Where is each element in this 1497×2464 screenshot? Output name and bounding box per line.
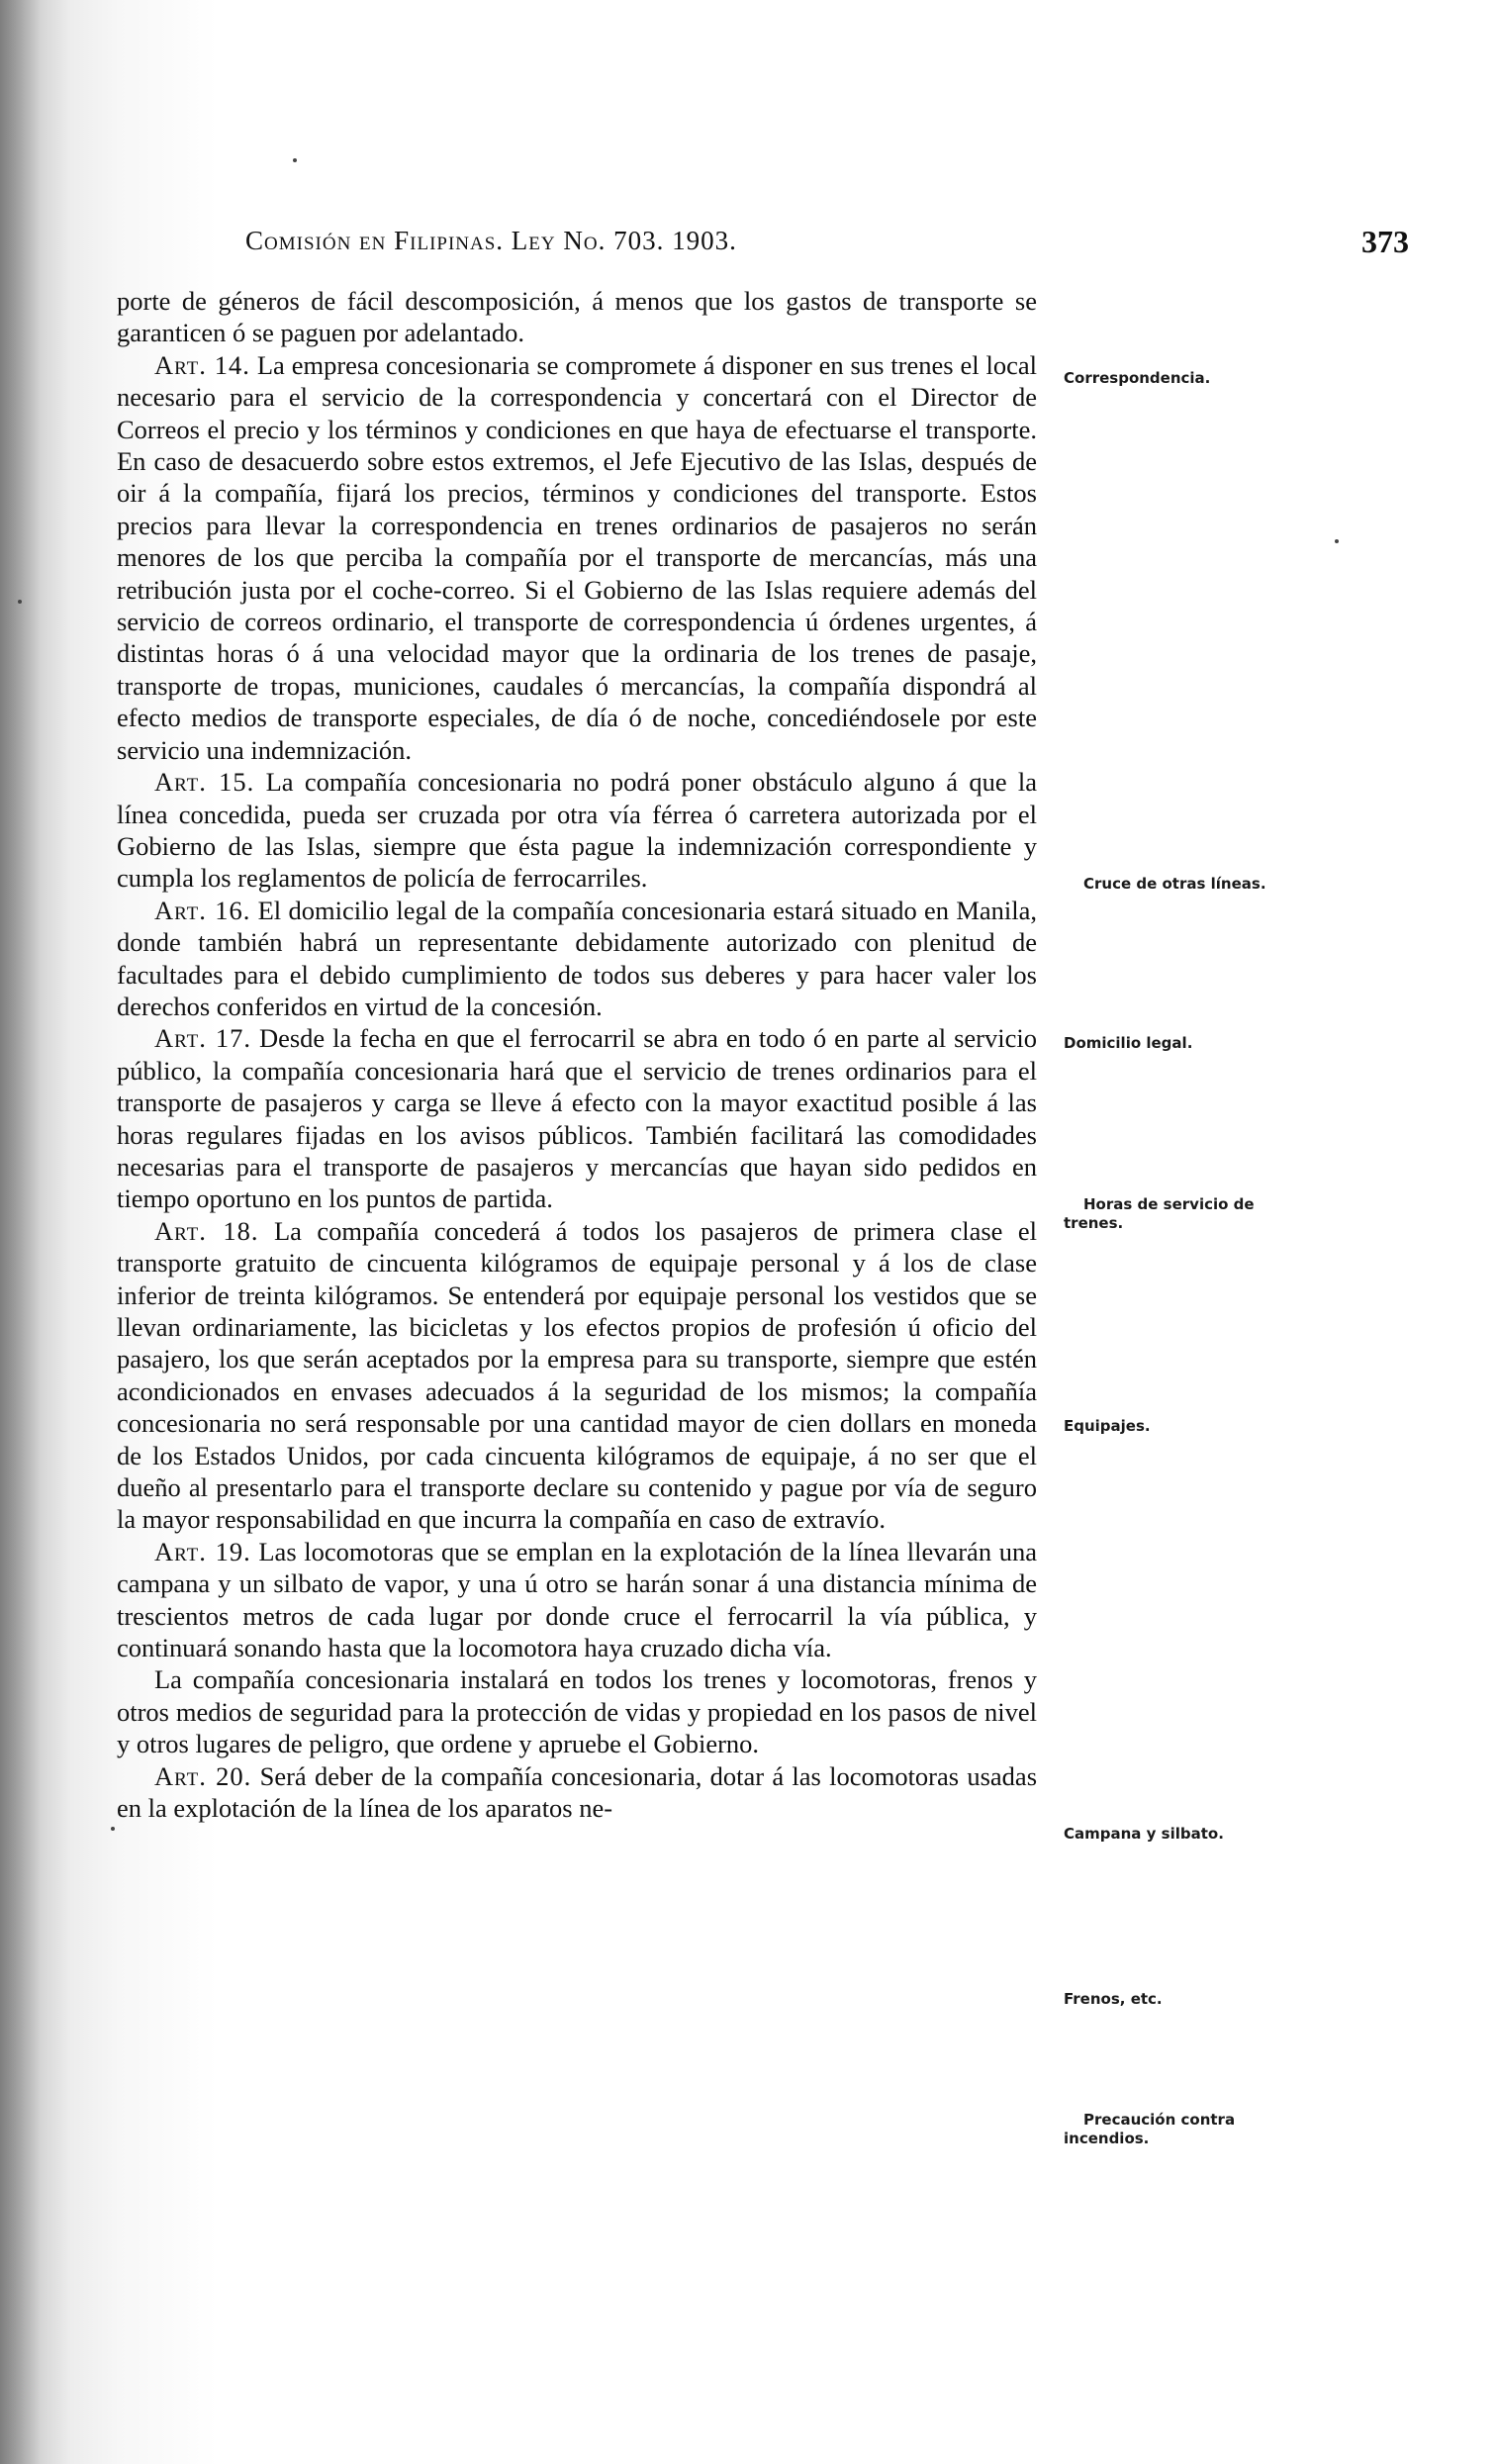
margin-note-campana-y-silbato: Campana y silbato. [1064, 1825, 1224, 1843]
running-title: Comisión en Filipinas. Ley No. 703. 1903. [245, 226, 737, 255]
article-20 [117, 1760, 1037, 1825]
paragraph-text: La compañía concederá á todos los pasajeros de primera clase el transporte gratuito de cincuenta kilógramos de equipaje personal y á los de clase inferior de treinta kilógramos. Se entenderá por equipaje personal los vestidos que se llevan ordinariamente, las bicicletas y los efectos propios de profesión ú oficio del pasajero, los que serán aceptados por la empresa para su transporte, siempre que estén acondicionados en envases adecuados á la seguridad de los mismos; la compañía concesionaria no será responsable por una cantidad mayor de cien dollars en moneda de los Estados Unidos, por cada cincuenta kilógramos de equipaje, á no ser que el dueño al presentarlo para el transporte declare su contenido y pague por vía de seguro la mayor responsabilidad en que incurra la compañía en caso de extravío. [117, 1215, 1037, 1535]
article-16 [117, 895, 1037, 1023]
paragraph-text: porte de géneros de fácil descomposición, á menos que los gastos de transporte se garanticen ó se paguen por adelantado. [117, 286, 1037, 348]
scan-speck [18, 600, 22, 604]
article-label: Art. 15. [154, 767, 255, 798]
article-label: Art. 20. [154, 1760, 252, 1791]
paragraph-text: Las locomotoras que se emplan en la explotación de la línea llevarán una campana y un silbato de vapor, y una ú otro se harán sonar á una distancia mínima de trescientos metros de cada lugar por donde cruce el ferrocarril la vía pública, y continuará sonando hasta que la locomotora haya cruzado dicha vía. [117, 1536, 1038, 1663]
margin-note-cruce-de-otras-lineas: Cruce de otras líneas. [1083, 875, 1266, 893]
margin-note-correspondencia: Correspondencia. [1064, 369, 1211, 387]
paragraph-text: Será deber de la compañía concesionaria, dotar á las locomotoras usadas en la explotación de la línea de los aparatos ne- [117, 1760, 1038, 1824]
scan-edge-shadow [0, 0, 69, 2464]
page-number: 373 [1361, 224, 1409, 259]
scan-speck [293, 158, 297, 162]
margin-note-precaucion-contra-incendios: Precaución contra incendios. [1064, 2111, 1236, 2147]
margin-note-frenos: Frenos, etc. [1064, 1990, 1163, 2008]
paragraph-text: La compañía concesionaria no podrá poner obstáculo alguno á que la línea concedida, pueda ser cruzada por otra vía férrea ó carretera autorizada por el Gobierno de las Islas, siempre que ésta pague la indemnización correspondiente y cumpla los reglamentos de policía de ferrocarriles. [117, 767, 1038, 894]
article-label: Art. 18. [154, 1215, 259, 1246]
margin-note-horas-de-servicio: Horas de servicio de trenes. [1064, 1195, 1255, 1232]
body-text-column [117, 285, 1037, 1825]
article-17 [117, 1022, 1037, 1214]
page-header [245, 226, 1409, 269]
article-label: Art. 19. [154, 1536, 251, 1566]
scan-speck [1335, 539, 1339, 543]
paragraph-text: La empresa concesionaria se compromete á disponer en sus trenes el local necesario para el servicio de la correspondencia y concertará con el Director de Correos el precio y los términos y condiciones en que haya de efectuarse el transporte. En caso de desacuerdo sobre estos extremos, el Jefe Ejecutivo de las Islas, después de oir á la compañía, fijará los precios, términos y condiciones del transporte. Estos precios para llevar la correspondencia en trenes ordinarios de pasajeros no serán menores de los que perciba la compañía por el transporte de mercancías, más una retribución justa por el coche-correo. Si el Gobierno de las Islas requiere además del servicio de correos ordinario, el transporte de correspondencia ú órdenes urgentes, á distintas horas ó á una velocidad mayor que la ordinaria de los trenes de pasaje, transporte de tropas, municiones, caudales ó mercancías, la compañía dispondrá al efecto medios de transporte especiales, de día ó de noche, concediéndosele por este servicio una indemnización. [117, 349, 1037, 765]
article-18 [117, 1215, 1037, 1536]
article-label: Art. 17. [154, 1023, 251, 1054]
scan-speck [111, 1827, 115, 1831]
paragraph-text: El domicilio legal de la compañía concesionaria estará situado en Manila, donde también habrá un representante debidamente autorizado con plenitud de facultades para el debido cumplimiento de todos sus deberes y para hacer valer los derechos conferidos en virtud de la concesión. [117, 895, 1038, 1021]
paragraph-continuation [117, 285, 1037, 349]
margin-note-domicilio-legal: Domicilio legal. [1064, 1034, 1193, 1052]
article-label: Art. 16. [154, 895, 251, 925]
paragraph-text: Desde la fecha en que el ferrocarril se abra en todo ó en parte al servicio público, la compañía concesionaria hará que el servicio de trenes ordinarios para el transporte de pasajeros y carga se lleve á efecto con la mayor exactitud posible á las horas regulares fijadas en los avisos públicos. También facilitará las comodidades necesarias para el transporte de pasajeros y mercancías que hayan sido pedidos en tiempo oportuno en los puntos de partida. [117, 1023, 1037, 1214]
paragraph-text: La compañía concesionaria instalará en todos los trenes y locomotoras, frenos y otros medios de seguridad para la protección de vidas y propiedad en los pasos de nivel y otros lugares de peligro, que ordene y apruebe el Gobierno. [117, 1664, 1037, 1759]
article-14 [117, 349, 1037, 766]
article-15 [117, 766, 1037, 895]
article-19-second-paragraph [117, 1663, 1037, 1759]
margin-note-equipajes: Equipajes. [1064, 1417, 1151, 1435]
article-label: Art. 14. [154, 349, 250, 380]
article-19 [117, 1536, 1037, 1664]
